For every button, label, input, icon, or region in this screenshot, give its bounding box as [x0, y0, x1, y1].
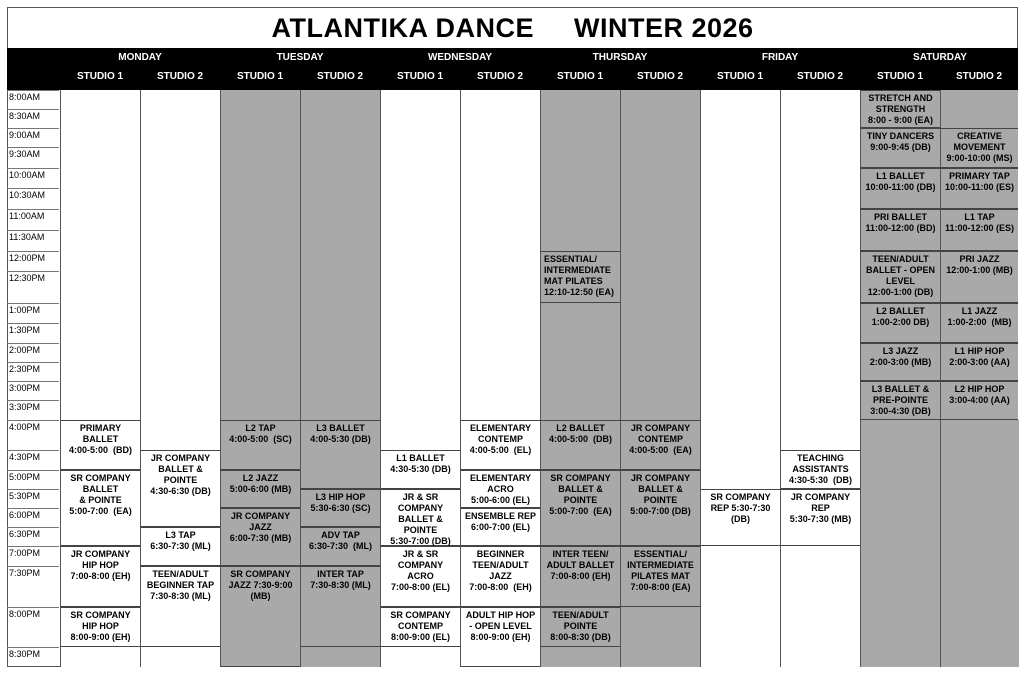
time-label: 1:00PM	[9, 305, 41, 315]
time-label: 10:00AM	[9, 170, 46, 180]
class-block[interactable]	[780, 450, 860, 489]
time-gridline	[7, 147, 59, 148]
class-label: SR COMPANY HIP HOP 8:00-9:00 (EH)	[70, 610, 131, 642]
time-label: 2:30PM	[9, 364, 41, 374]
class-label: SR COMPANY REP 5:30-7:30 (DB)	[710, 492, 771, 524]
class-label: STRETCH AND STRENGTH 8:00 - 9:00 (EA)	[867, 93, 934, 125]
class-block[interactable]	[860, 90, 940, 128]
class-label: ESSENTIAL/ INTERMEDIATE MAT PILATES 12:10-12:50 (EA)	[544, 254, 615, 297]
time-gridline	[7, 470, 59, 471]
class-block[interactable]	[620, 470, 700, 546]
studio-header: STUDIO 1	[76, 71, 124, 82]
class-label: PRIMARY BALLET 4:00-5:00 (BD)	[68, 423, 133, 455]
time-gridline	[7, 230, 59, 231]
day-header-monday: MONDAY	[118, 52, 162, 63]
class-block[interactable]	[140, 527, 220, 566]
time-gridline	[7, 527, 59, 528]
studio-column	[780, 90, 860, 667]
class-block[interactable]	[300, 566, 380, 647]
class-block[interactable]	[60, 470, 140, 546]
time-gridline	[7, 251, 59, 252]
class-block[interactable]	[540, 251, 620, 303]
day-header-tuesday: TUESDAY	[276, 52, 324, 63]
class-block[interactable]	[60, 607, 140, 647]
time-gridline	[7, 303, 59, 304]
class-block[interactable]	[460, 546, 540, 607]
time-label: 8:00AM	[9, 92, 41, 102]
studio-column	[700, 90, 780, 667]
class-block[interactable]	[860, 128, 940, 168]
class-block[interactable]	[860, 209, 940, 251]
class-block[interactable]	[300, 420, 380, 489]
class-block[interactable]	[940, 209, 1018, 251]
time-gridline	[7, 128, 59, 129]
class-block[interactable]	[220, 508, 300, 566]
class-label: L1 HIP HOP 2:00-3:00 (AA)	[949, 346, 1010, 367]
class-label: L3 JAZZ 2:00-3:00 (MB)	[869, 346, 932, 367]
time-label: 8:30PM	[9, 649, 41, 659]
class-label: SR COMPANY BALLET & POINTE 5:00-7:00 (EA)	[549, 473, 612, 516]
class-block[interactable]	[940, 128, 1018, 168]
class-block[interactable]	[940, 381, 1018, 420]
time-gridline	[7, 546, 59, 547]
class-block[interactable]	[540, 470, 620, 546]
time-gridline	[7, 647, 59, 648]
class-label: JR COMPANY CONTEMP 4:00-5:00 (EA)	[629, 423, 692, 455]
studio-header: STUDIO 1	[396, 71, 444, 82]
studio-header: STUDIO 2	[316, 71, 364, 82]
class-block[interactable]	[380, 450, 460, 489]
time-label: 7:00PM	[9, 548, 41, 558]
time-label: 2:00PM	[9, 345, 41, 355]
class-block[interactable]	[780, 489, 860, 546]
time-gridline	[7, 343, 59, 344]
day-header-thursday: THURSDAY	[592, 52, 648, 63]
class-block[interactable]	[300, 489, 380, 527]
time-gridline	[7, 168, 59, 169]
class-label: TEEN/ADULT BEGINNER TAP 7:30-8:30 (ML)	[146, 569, 215, 601]
class-block[interactable]	[540, 607, 620, 647]
class-block[interactable]	[620, 546, 700, 607]
time-label: 7:30PM	[9, 568, 41, 578]
time-gridline	[7, 400, 59, 401]
class-label: L2 BALLET 1:00-2:00 DB)	[871, 306, 930, 327]
class-block[interactable]	[860, 251, 940, 303]
class-block[interactable]	[300, 527, 380, 566]
class-block[interactable]	[460, 470, 540, 508]
class-block[interactable]	[700, 489, 780, 546]
class-block[interactable]	[220, 420, 300, 470]
class-label: JR COMPANY BALLET & POINTE 5:00-7:00 (DB)	[630, 473, 691, 516]
day-header-wednesday: WEDNESDAY	[427, 52, 493, 63]
class-label: TEACHING ASSISTANTS 4:30-5:30 (DB)	[788, 453, 853, 485]
studio-header: STUDIO 1	[236, 71, 284, 82]
class-label: CREATIVE MOVEMENT 9:00-10:00 (MS)	[946, 131, 1013, 163]
class-block[interactable]	[460, 607, 540, 667]
time-gridline	[7, 607, 59, 608]
time-label: 12:00PM	[9, 253, 46, 263]
studio-header: STUDIO 1	[556, 71, 604, 82]
time-gridline	[7, 362, 59, 363]
class-label: JR & SR COMPANY ACRO 7:00-8:00 (EL)	[390, 549, 451, 592]
class-label: ADV TAP 6:30-7:30 (ML)	[308, 530, 372, 551]
class-block[interactable]	[860, 343, 940, 381]
studio-header: STUDIO 1	[716, 71, 764, 82]
class-block[interactable]	[860, 303, 940, 343]
time-label: 8:00PM	[9, 609, 41, 619]
class-label: L2 BALLET 4:00-5:00 (DB)	[548, 423, 613, 444]
class-label: TEEN/ADULT POINTE 8:00-8:30 (DB)	[550, 610, 611, 642]
studio-header: STUDIO 2	[156, 71, 204, 82]
class-label: ELEMENTARY CONTEMP 4:00-5:00 (EL)	[469, 423, 532, 455]
class-label: L3 BALLET 4:00-5:30 (DB)	[310, 423, 371, 444]
class-block[interactable]	[460, 420, 540, 470]
class-block[interactable]	[860, 381, 940, 420]
time-label: 8:30AM	[9, 111, 41, 121]
class-block[interactable]	[220, 470, 300, 508]
studio-header: STUDIO 1	[876, 71, 924, 82]
class-block[interactable]	[140, 566, 220, 647]
time-gridline	[7, 420, 59, 421]
class-label: L3 HIP HOP 5:30-6:30 (SC)	[310, 492, 371, 513]
class-label: INTER TAP 7:30-8:30 (ML)	[310, 569, 371, 590]
time-label: 4:30PM	[9, 452, 41, 462]
class-label: JR COMPANY REP 5:30-7:30 (MB)	[789, 492, 852, 524]
time-label: 9:00AM	[9, 130, 41, 140]
time-gridline	[7, 566, 59, 567]
day-header-saturday: SATURDAY	[913, 52, 967, 63]
time-gridline	[7, 271, 59, 272]
time-label: 6:30PM	[9, 529, 41, 539]
class-block[interactable]	[940, 251, 1018, 303]
time-label: 5:00PM	[9, 472, 41, 482]
class-block[interactable]	[460, 508, 540, 546]
class-block[interactable]	[540, 546, 620, 607]
class-label: L1 TAP 11:00-12:00 (ES)	[944, 212, 1015, 233]
class-label: PRIMARY TAP 10:00-11:00 (ES)	[944, 171, 1015, 192]
time-gridline	[7, 450, 59, 451]
class-block[interactable]	[60, 546, 140, 607]
studio-header: STUDIO 2	[636, 71, 684, 82]
class-block[interactable]	[620, 420, 700, 470]
studio-header: STUDIO 2	[796, 71, 844, 82]
class-label: PRI BALLET 11:00-12:00 (BD)	[865, 212, 936, 233]
time-gridline	[7, 209, 59, 210]
time-label: 5:30PM	[9, 491, 41, 501]
class-block[interactable]	[380, 489, 460, 546]
time-label: 6:00PM	[9, 510, 41, 520]
class-label: L2 JAZZ 5:00-6:00 (MB)	[229, 473, 292, 494]
class-label: ADULT HIP HOP - OPEN LEVEL 8:00-9:00 (EH)	[465, 610, 536, 642]
day-header-friday: FRIDAY	[761, 52, 799, 63]
time-gridline	[7, 90, 59, 91]
time-gridline	[7, 188, 59, 189]
class-label: L2 HIP HOP 3:00-4:00 (AA)	[949, 384, 1010, 405]
time-gridline	[7, 323, 59, 324]
class-label: ELEMENTARY ACRO 5:00-6:00 (EL)	[469, 473, 531, 505]
time-gridline	[7, 508, 59, 509]
class-block[interactable]	[380, 607, 460, 647]
class-label: TINY DANCERS 9:00-9:45 (DB)	[866, 131, 935, 152]
class-block[interactable]	[540, 420, 620, 470]
time-gridline	[7, 381, 59, 382]
time-label: 10:30AM	[9, 190, 46, 200]
class-label: JR COMPANY BALLET & POINTE 4:30-6:30 (DB)	[150, 453, 211, 496]
time-label: 3:00PM	[9, 383, 41, 393]
schedule-title: ATLANTIKA DANCE WINTER 2026	[271, 13, 754, 43]
class-label: ENSEMBLE REP 6:00-7:00 (EL)	[464, 511, 536, 532]
time-label: 9:30AM	[9, 149, 41, 159]
studio-header: STUDIO 2	[955, 71, 1003, 82]
class-label: TEEN/ADULT BALLET - OPEN LEVEL 12:00-1:00 (DB)	[866, 254, 935, 297]
class-block[interactable]	[860, 168, 940, 209]
class-block[interactable]	[140, 450, 220, 527]
class-label: L1 BALLET 4:30-5:30 (DB)	[390, 453, 451, 474]
time-label: 4:00PM	[9, 422, 41, 432]
class-label: SR COMPANY CONTEMP 8:00-9:00 (EL)	[390, 610, 451, 642]
class-label: L2 TAP 4:00-5:00 (SC)	[229, 423, 292, 444]
time-label: 12:30PM	[9, 273, 46, 283]
class-label: JR COMPANY HIP HOP 7:00-8:00 (EH)	[70, 549, 131, 581]
class-label: L3 BALLET & PRE-POINTE 3:00-4:30 (DB)	[870, 384, 931, 416]
class-label: JR & SR COMPANY BALLET & POINTE 5:30-7:00 (DB)	[390, 492, 451, 546]
class-block[interactable]	[940, 168, 1018, 209]
class-label: BEGINNER TEEN/ADULT JAZZ 7:00-8:00 (EH)	[469, 549, 532, 592]
time-gridline	[7, 489, 59, 490]
class-label: INTER TEEN/ ADULT BALLET 7:00-8:00 (EH)	[546, 549, 615, 581]
class-block[interactable]	[940, 303, 1018, 343]
class-block[interactable]	[380, 546, 460, 607]
time-label: 11:30AM	[9, 232, 45, 242]
class-label: ESSENTIAL/ INTERMEDIATE PILATES MAT 7:00-8:00 (EA)	[627, 549, 694, 592]
time-label: 1:30PM	[9, 325, 41, 335]
class-label: SR COMPANY BALLET & POINTE 5:00-7:00 (EA)	[69, 473, 132, 516]
class-label: JR COMPANY JAZZ 6:00-7:30 (MB)	[229, 511, 292, 543]
class-block[interactable]	[940, 343, 1018, 381]
time-label: 3:30PM	[9, 402, 41, 412]
class-label: PRI JAZZ 12:00-1:00 (MB)	[946, 254, 1013, 275]
class-label: SR COMPANY JAZZ 7:30-9:00 (MB)	[228, 569, 293, 601]
studio-header: STUDIO 2	[476, 71, 524, 82]
class-block[interactable]	[220, 566, 300, 667]
time-gridline	[7, 109, 59, 110]
class-label: L3 TAP 6:30-7:30 (ML)	[150, 530, 211, 551]
class-label: L1 JAZZ 1:00-2:00 (MB)	[947, 306, 1012, 327]
class-label: L1 BALLET 10:00-11:00 (DB)	[865, 171, 936, 192]
time-label: 11:00AM	[9, 211, 45, 221]
class-block[interactable]	[60, 420, 140, 470]
